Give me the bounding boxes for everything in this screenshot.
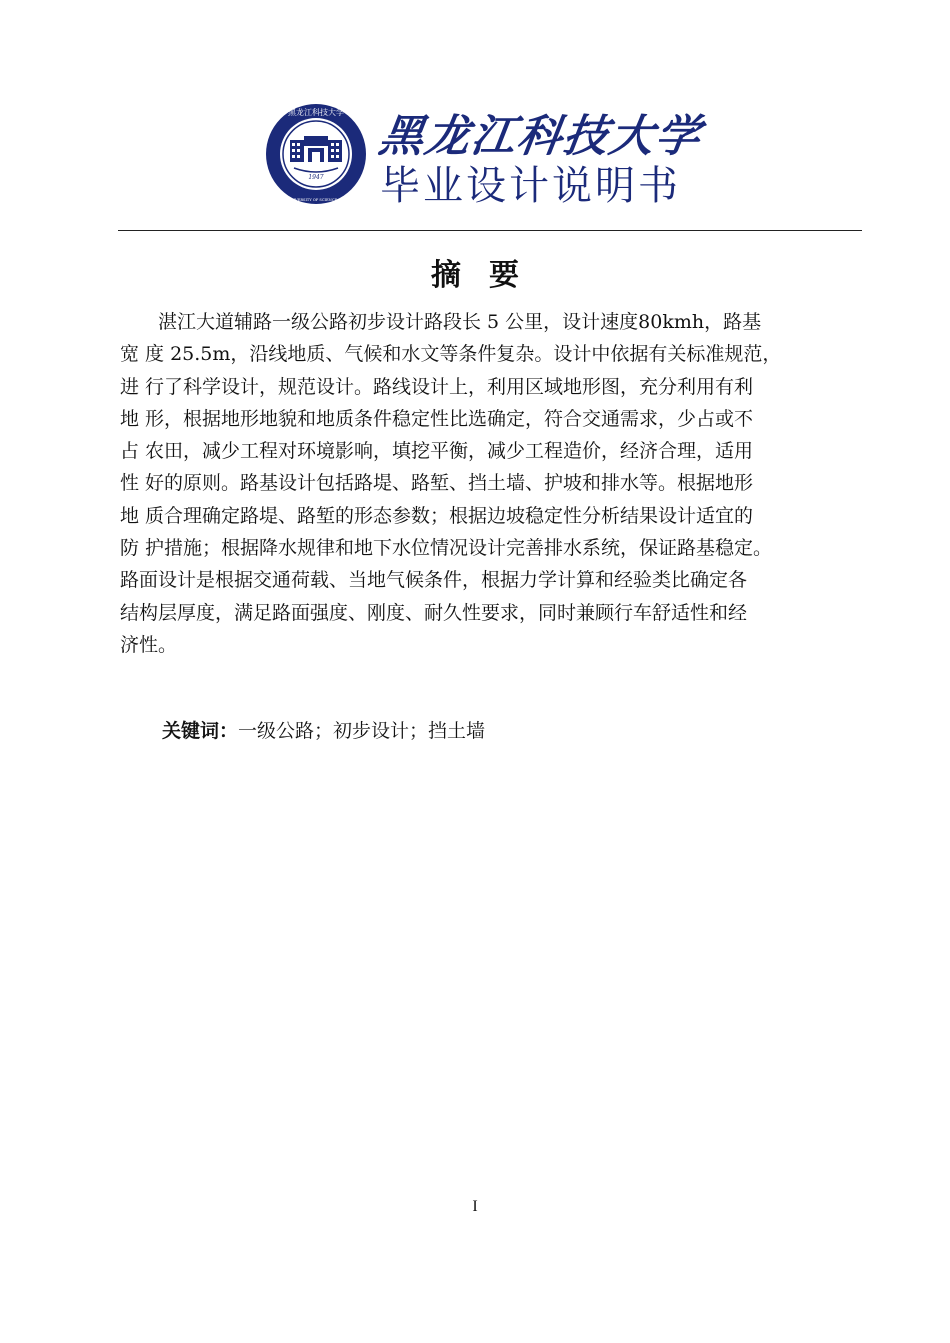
abstract-body [120, 306, 848, 661]
abstract-line: 性 好的原则。路基设计包括路堤、路堑、挡土墙、护坡和排水等。根据地形 [120, 472, 754, 495]
abstract-line: 结构层厚度，满足路面强度、刚度、耐久性要求，同时兼顾行车舒适性和经 [120, 601, 748, 624]
header-divider [118, 230, 862, 231]
keywords-label: 关键词： [162, 720, 239, 742]
keywords-value: 一级公路；初步设计；挡土墙 [238, 720, 486, 742]
abstract-heading: 摘要 [431, 258, 547, 293]
seal-year: 1947 [308, 174, 324, 181]
abstract-line: 地 质合理确定路堤、路堑的形态参数；根据边坡稳定性分析结果设计适宜的 [120, 504, 754, 527]
seal-ring-text: 黑龙江科技大学 [288, 108, 344, 117]
abstract-line: 进 行了科学设计，规范设计。路线设计上，利用区域地形图，充分利用有利 [120, 375, 754, 398]
abstract-line: 地 形，根据地形地貌和地质条件稳定性比选确定，符合交通需求，少占或不 [120, 407, 754, 430]
abstract-line: 湛江大道辅路一级公路初步设计路段长 5 公里，设计速度80kmh，路基 [120, 311, 762, 333]
document-type-title: 毕业设计说明书 [380, 163, 681, 209]
seal-graphic [256, 102, 376, 206]
university-seal-logo [256, 102, 376, 206]
keywords-line [162, 716, 485, 743]
seal-inner-text: HEILONGJIANG UNIVERSITY OF SCIENCE AND TECHNOLOGY [256, 198, 376, 202]
university-name: 黑龙江科技大学 [375, 111, 705, 162]
abstract-line: 防 护措施；根据降水规律和地下水位情况设计完善排水系统，保证路基稳定。 [120, 537, 773, 560]
page-number: I [472, 1198, 478, 1215]
abstract-line: 宽 度 25.5m，沿线地质、气候和水文等条件复杂。设计中依据有关标准规范， [120, 343, 782, 366]
abstract-line: 济性。 [120, 633, 178, 656]
abstract-line: 路面设计是根据交通荷载、当地气候条件，根据力学计算和经验类比确定各 [120, 569, 748, 592]
document-header [118, 90, 862, 230]
abstract-line: 占 农田，减少工程对环境影响，填挖平衡，减少工程造价，经济合理，适用 [120, 440, 754, 463]
